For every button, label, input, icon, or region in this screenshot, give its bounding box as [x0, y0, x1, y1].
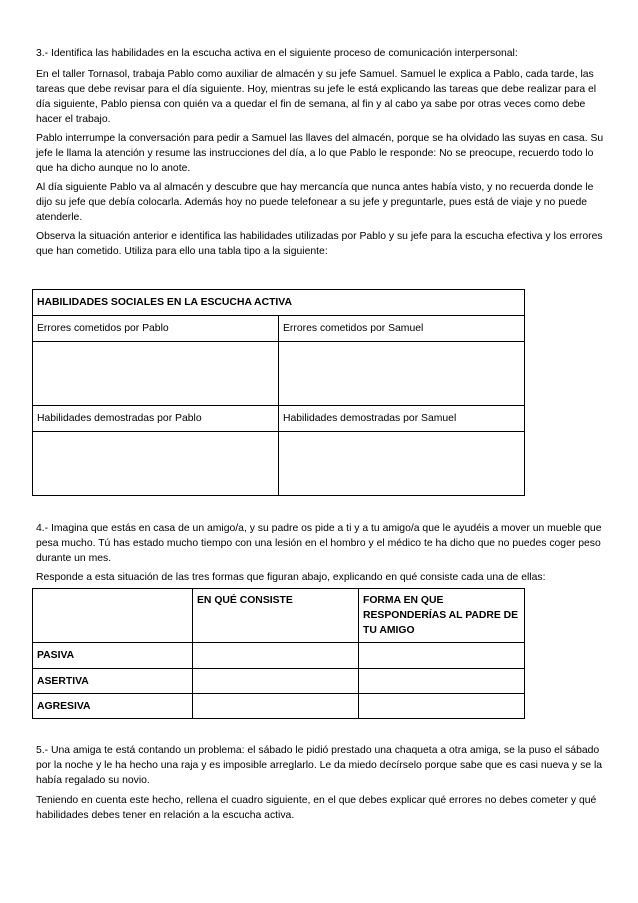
- q3-cell-errores-samuel: Errores cometidos por Samuel: [279, 316, 525, 342]
- q3-answer-habilidades-samuel[interactable]: [279, 432, 525, 496]
- q3-answer-habilidades-pablo[interactable]: [33, 432, 279, 496]
- q4-answer-asertiva-consiste[interactable]: [193, 669, 359, 694]
- q4-answer-agresiva-forma[interactable]: [359, 694, 525, 719]
- q4-row-pasiva: PASIVA: [33, 643, 193, 669]
- q3-table: [32, 289, 525, 496]
- q3-cell-errores-pablo: Errores cometidos por Pablo: [33, 316, 279, 342]
- question-5: [36, 743, 604, 823]
- q4-table-corner: [33, 589, 193, 643]
- q3-cell-habilidades-pablo: Habilidades demostradas por Pablo: [33, 406, 279, 432]
- q4-row-agresiva: AGRESIVA: [33, 694, 193, 719]
- q3-cell-habilidades-samuel: Habilidades demostradas por Samuel: [279, 406, 525, 432]
- q3-table-header: HABILIDADES SOCIALES EN LA ESCUCHA ACTIVA: [33, 290, 525, 316]
- q3-paragraph-3: Al día siguiente Pablo va al almacén y descubre que hay mercancía que nunca antes había visto, y no recuerda donde le dijo su jefe que debía colocarla. Además hoy no puede telefonear a su jefe y preguntarle, pues está de viaje y no puede atenderle.: [36, 182, 594, 223]
- q3-paragraph-1: En el taller Tornasol, trabaja Pablo como auxiliar de almacén y su jefe Samuel. Samuel le explica a Pablo, cada tarde, las tareas que debe revisar para el día siguiente. Hoy, mientras su jefe le está explicando las tareas que debe realizar para el día siguiente, Pablo piensa con quién va a quedar el fin de semana, al fin y al cabo ya sabe por otras veces como debe hacer el trabajo.: [36, 69, 597, 125]
- q5-paragraph-1: 5.- Una amiga te está contando un problema: el sábado le pidió prestado una chaqueta a otra amiga, se la puso el sábado por la noche y le ha hecho una raja y es imposible arreglarlo. Le da miedo decírselo porque sabe que es casi nueva y se la había regalado su novio.: [36, 745, 603, 786]
- q4-answer-pasiva-consiste[interactable]: [193, 643, 359, 669]
- q4-row-asertiva: ASERTIVA: [33, 669, 193, 694]
- q4-paragraph-2: Responde a esta situación de las tres formas que figuran abajo, explicando en qué consiste cada una de ellas:: [36, 572, 546, 583]
- q4-table: [32, 588, 525, 719]
- question-3: [36, 46, 604, 259]
- q4-answer-asertiva-forma[interactable]: [359, 669, 525, 694]
- q3-title: 3.- Identifica las habilidades en la escucha activa en el siguiente proceso de comunicación interpersonal:: [36, 48, 518, 59]
- q4-answer-pasiva-forma[interactable]: [359, 643, 525, 669]
- q4-header-consiste: EN QUÉ CONSISTE: [193, 589, 359, 643]
- q4-paragraph-1: 4.- Imagina que estás en casa de un amigo/a, y su padre os pide a ti y a tu amigo/a que le ayudéis a mover un mueble que pesa mucho. Tú has estado mucho tiempo con una lesión en el hombro y el médico te ha dicho que no puedes coger peso durante un mes.: [36, 523, 602, 564]
- q4-header-forma: FORMA EN QUE RESPONDERÍAS AL PADRE DE TU AMIGO: [359, 589, 525, 643]
- question-4: [36, 521, 604, 585]
- q3-paragraph-4: Observa la situación anterior e identifica las habilidades utilizadas por Pablo y su jefe para la escucha efectiva y los errores que han cometido. Utiliza para ello una tabla tipo a la siguiente:: [36, 231, 603, 257]
- q3-answer-errores-pablo[interactable]: [33, 342, 279, 406]
- q4-answer-agresiva-consiste[interactable]: [193, 694, 359, 719]
- q3-answer-errores-samuel[interactable]: [279, 342, 525, 406]
- q3-paragraph-2: Pablo interrumpe la conversación para pedir a Samuel las llaves del almacén, porque se ha olvidado las suyas en casa. Su jefe le llama la atención y resume las instrucciones del día, a lo que Pablo le responde: No se preocupe, recuerdo todo lo que ha dicho aunque no lo anote.: [36, 133, 604, 174]
- q5-paragraph-2: Teniendo en cuenta este hecho, rellena el cuadro siguiente, en el que debes explicar qué errores no debes cometer y qué habilidades debes tener en relación a la escucha activa.: [36, 795, 597, 821]
